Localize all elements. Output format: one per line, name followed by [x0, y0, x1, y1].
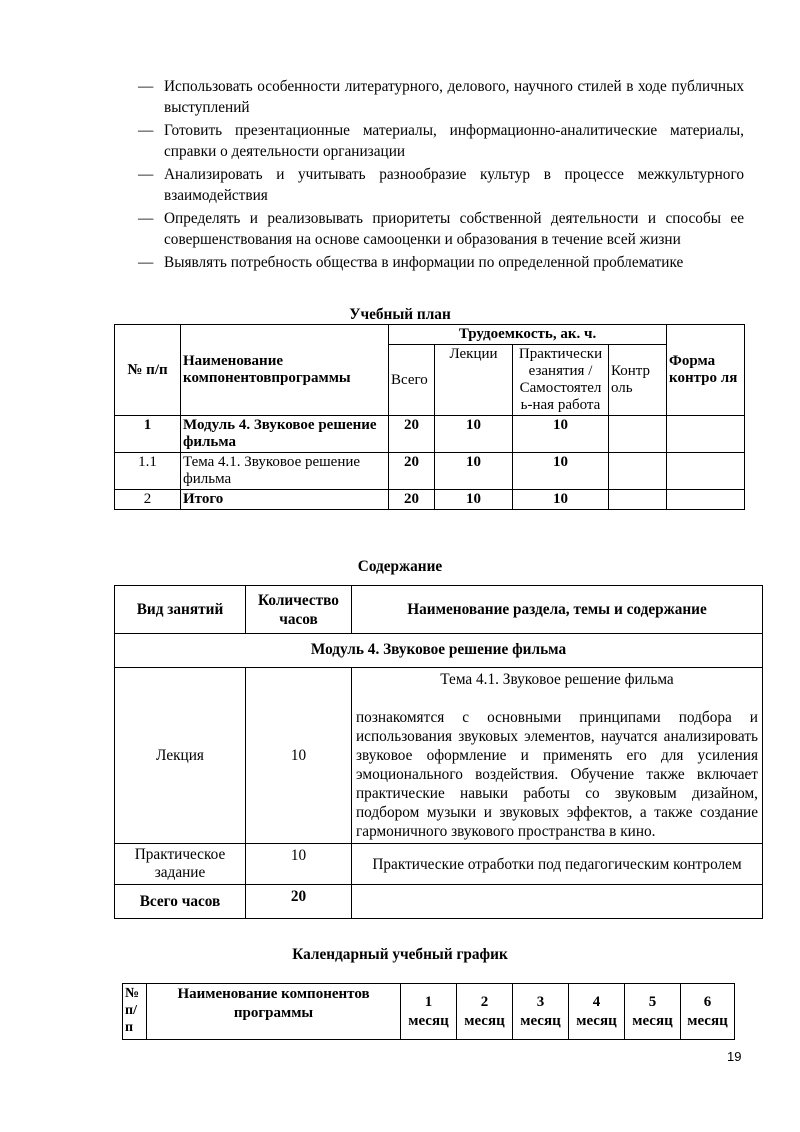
dash-marker: — [138, 78, 154, 95]
list-item-text: Определять и реализовывать приоритеты собственной деятельности и способы ее совершенствования на основе самооценки и образования в течение всей жизни [164, 210, 744, 248]
month-label: месяц [632, 1012, 673, 1029]
schedule-table [122, 983, 735, 1040]
practice-text: Практические отработки под педагогическим контролем [352, 844, 763, 885]
month-number: 6 [703, 993, 712, 1010]
row-number: 1 [115, 416, 181, 453]
curriculum-table [114, 324, 745, 510]
table-row [115, 586, 763, 634]
header-lectures: Лекции [435, 345, 513, 416]
header-month [401, 984, 457, 1040]
month-label: месяц [408, 1012, 449, 1029]
month-label: месяц [520, 1012, 561, 1029]
header-month [681, 984, 735, 1040]
header-hours: Количество часов [246, 586, 352, 634]
row-form [667, 453, 745, 490]
dash-marker: — [138, 210, 154, 227]
month-number: 4 [592, 993, 601, 1010]
header-number: № п/ п [123, 984, 147, 1040]
table-row [115, 325, 745, 345]
row-lectures: 10 [435, 453, 513, 490]
practice-type: Практическое задание [115, 844, 246, 885]
table-row [115, 416, 745, 453]
list-item [138, 76, 744, 118]
module-row: Модуль 4. Звуковое решение фильма [115, 634, 763, 668]
list-item [138, 208, 744, 250]
header-month [625, 984, 681, 1040]
month-label: месяц [687, 1012, 728, 1029]
dash-marker: — [138, 122, 154, 139]
row-total: 20 [389, 490, 435, 510]
header-component-name: Наименование компонентов программы [147, 984, 401, 1040]
row-lectures: 10 [435, 490, 513, 510]
table-row [115, 453, 745, 490]
content-table [114, 585, 763, 919]
row-number: 1.1 [115, 453, 181, 490]
header-month [457, 984, 513, 1040]
table-row [115, 668, 763, 844]
table-row [115, 490, 745, 510]
month-number: 5 [648, 993, 657, 1010]
row-lectures: 10 [435, 416, 513, 453]
dash-marker: — [138, 166, 154, 183]
total-hours: 20 [246, 885, 352, 919]
row-control [609, 453, 667, 490]
row-name: Тема 4.1. Звуковое решение фильма [181, 453, 389, 490]
list-item-text: Использовать особенности литературного, делового, научного стилей в ходе публичных выступлений [164, 78, 744, 116]
list-item [138, 120, 744, 162]
total-content [352, 885, 763, 919]
dash-marker: — [138, 254, 154, 271]
schedule-title: Календарный учебный график [292, 946, 508, 963]
header-practice: Практически езанятия / Самостоятел ь-ная работа [513, 345, 609, 416]
row-control [609, 416, 667, 453]
content-title: Содержание [357, 558, 443, 575]
row-control [609, 490, 667, 510]
header-control-form: Форма контро ля [667, 325, 745, 416]
table-row [115, 885, 763, 919]
header-section-name: Наименование раздела, темы и содержание [352, 586, 763, 634]
list-item-text: Готовить презентационные материалы, информационно-аналитические материалы, справки о деятельности организации [164, 122, 744, 160]
header-component-name: Наименование компонентовпрограммы [181, 325, 389, 416]
header-month [513, 984, 569, 1040]
list-item [138, 252, 744, 273]
page-number: 19 [727, 1049, 742, 1064]
row-practice: 10 [513, 453, 609, 490]
list-item-text: Выявлять потребность общества в информации по определенной проблематике [164, 254, 684, 271]
lecture-hours: 10 [246, 668, 352, 844]
header-labor: Трудоемкость, ак. ч. [389, 325, 667, 345]
month-number: 3 [536, 993, 545, 1010]
month-number: 2 [480, 993, 489, 1010]
row-form [667, 416, 745, 453]
row-total: 20 [389, 453, 435, 490]
competency-list [138, 76, 744, 275]
table-row [115, 634, 763, 668]
lecture-content [352, 668, 763, 844]
list-item-text: Анализировать и учитывать разнообразие культур в процессе межкультурного взаимодействия [164, 166, 744, 204]
plan-title: Учебный план [349, 306, 451, 323]
table-row [115, 844, 763, 885]
row-practice: 10 [513, 490, 609, 510]
list-item [138, 164, 744, 206]
row-number: 2 [115, 490, 181, 510]
row-name: Итого [181, 490, 389, 510]
header-number: № п/п [115, 325, 181, 416]
row-total: 20 [389, 416, 435, 453]
month-label: месяц [464, 1012, 505, 1029]
topic-title: Тема 4.1. Звуковое решение фильма [440, 671, 674, 688]
header-lesson-type: Вид занятий [115, 586, 246, 634]
row-practice: 10 [513, 416, 609, 453]
topic-description: познакомятся с основными принципами подбора и использования звуковых элементов, научатся анализировать звуковое оформление и применять его для усиления эмоционального воздействия. Обучение также включает практические навыки работы со звуковым дизайном, подбором музыки и звуковых эффектов, а также создание гармоничного звукового пространства в кино. [356, 709, 758, 840]
lecture-type: Лекция [115, 668, 246, 844]
header-total: Всего [389, 345, 435, 416]
header-month [569, 984, 625, 1040]
table-row [123, 984, 735, 1040]
month-label: месяц [576, 1012, 617, 1029]
header-control: Контр оль [609, 345, 667, 416]
month-number: 1 [424, 993, 433, 1010]
row-name: Модуль 4. Звуковое решение фильма [181, 416, 389, 453]
row-form [667, 490, 745, 510]
practice-hours: 10 [246, 844, 352, 885]
total-label: Всего часов [115, 885, 246, 919]
